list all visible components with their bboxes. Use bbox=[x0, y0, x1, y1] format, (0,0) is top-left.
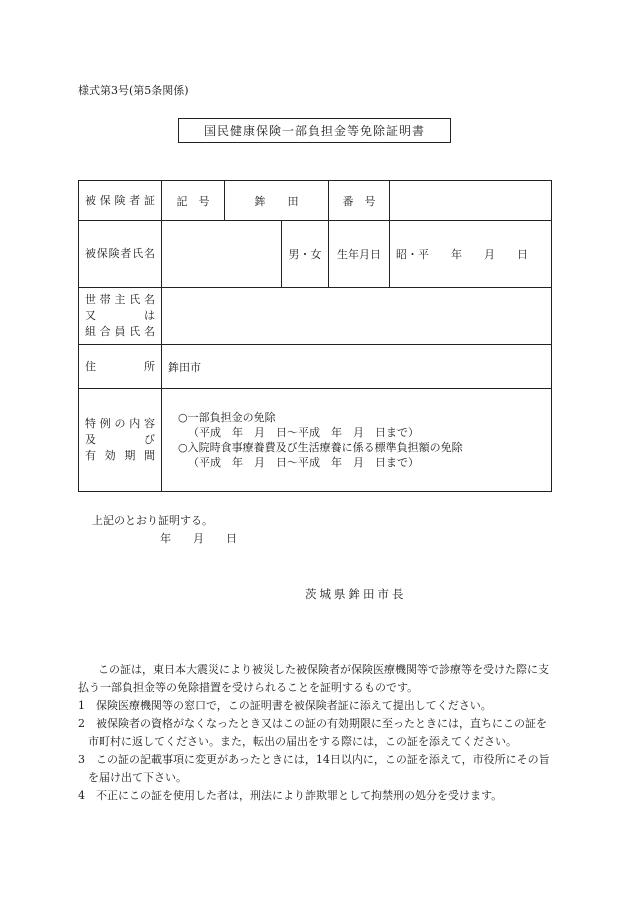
exemption-line: （平成 年 月 日～平成 年 月 日まで） bbox=[188, 426, 419, 439]
exemption-label-line: 有効期間 bbox=[85, 449, 155, 462]
issuer: 茨城県鉾田市長 bbox=[305, 587, 407, 601]
address-label: 住 所 bbox=[79, 345, 162, 389]
householder-label-line: 世帯主氏名 bbox=[85, 293, 155, 306]
address-value: 鉾田市 bbox=[162, 345, 552, 389]
number-label: 番 号 bbox=[329, 181, 390, 221]
form-number: 様式第3号(第5条関係) bbox=[78, 84, 189, 97]
date-line: 年 月 日 bbox=[160, 532, 237, 545]
number-value bbox=[390, 181, 552, 221]
insured-card-label: 被保険者証 bbox=[79, 181, 162, 221]
exemption-details bbox=[162, 389, 552, 492]
certificate-table bbox=[78, 180, 552, 492]
exemption-label-line: 特例の内容 bbox=[85, 417, 155, 430]
note-item: 2 被保険者の資格がなくなったとき又はこの証の有効期限に至ったときには，直ちにこの証を市町村に返してください。また，転出の届出をする際には，この証を添えてください。 bbox=[78, 717, 547, 748]
householder-label bbox=[79, 288, 162, 345]
page-title: 国民健康保険一部負担金等免除証明書 bbox=[178, 118, 451, 143]
gender-label: 男・女 bbox=[282, 221, 329, 288]
notes bbox=[78, 661, 553, 805]
note-item: 3 この証の記載事項に変更があったときには，14日以内に，この証を添えて，市役所にその旨を届け出て下さい。 bbox=[78, 753, 550, 784]
note-item: 4 不正にこの証を使用した者は，刑法により詐欺罪として拘禁刑の処分を受けます。 bbox=[78, 789, 503, 802]
householder-label-line: 組合員氏名 bbox=[85, 325, 155, 338]
exemption-label bbox=[79, 389, 162, 492]
birthdate-label: 生年月日 bbox=[329, 221, 390, 288]
exemption-label-line: 及 び bbox=[85, 433, 155, 446]
householder-value bbox=[162, 288, 552, 345]
notes-intro: この証は，東日本大震災により被災した被保険者が保険医療機関等で診療等を受けた際に支払う一部負担金等の免除措置を受けられることを証明するものです。 bbox=[78, 663, 549, 694]
exemption-line: ○入院時食事療養費及び生活療養に係る標準負担額の免除 bbox=[178, 441, 463, 454]
insured-name-label: 被保険者氏名 bbox=[79, 221, 162, 288]
certification-statement: 上記のとおり証明する。 bbox=[92, 514, 213, 527]
birthdate-value: 昭・平 年 月 日 bbox=[390, 221, 552, 288]
exemption-line: （平成 年 月 日～平成 年 月 日まで） bbox=[188, 456, 419, 469]
symbol-value: 鉾 田 bbox=[225, 181, 329, 221]
householder-label-line: 又 は bbox=[85, 309, 155, 322]
symbol-label: 記 号 bbox=[162, 181, 225, 221]
insured-name-value bbox=[162, 221, 282, 288]
note-item: 1 保険医療機関等の窓口で，この証明書を被保険者証に添えて提出してください。 bbox=[78, 699, 492, 712]
exemption-line: ○一部負担金の免除 bbox=[178, 411, 276, 424]
